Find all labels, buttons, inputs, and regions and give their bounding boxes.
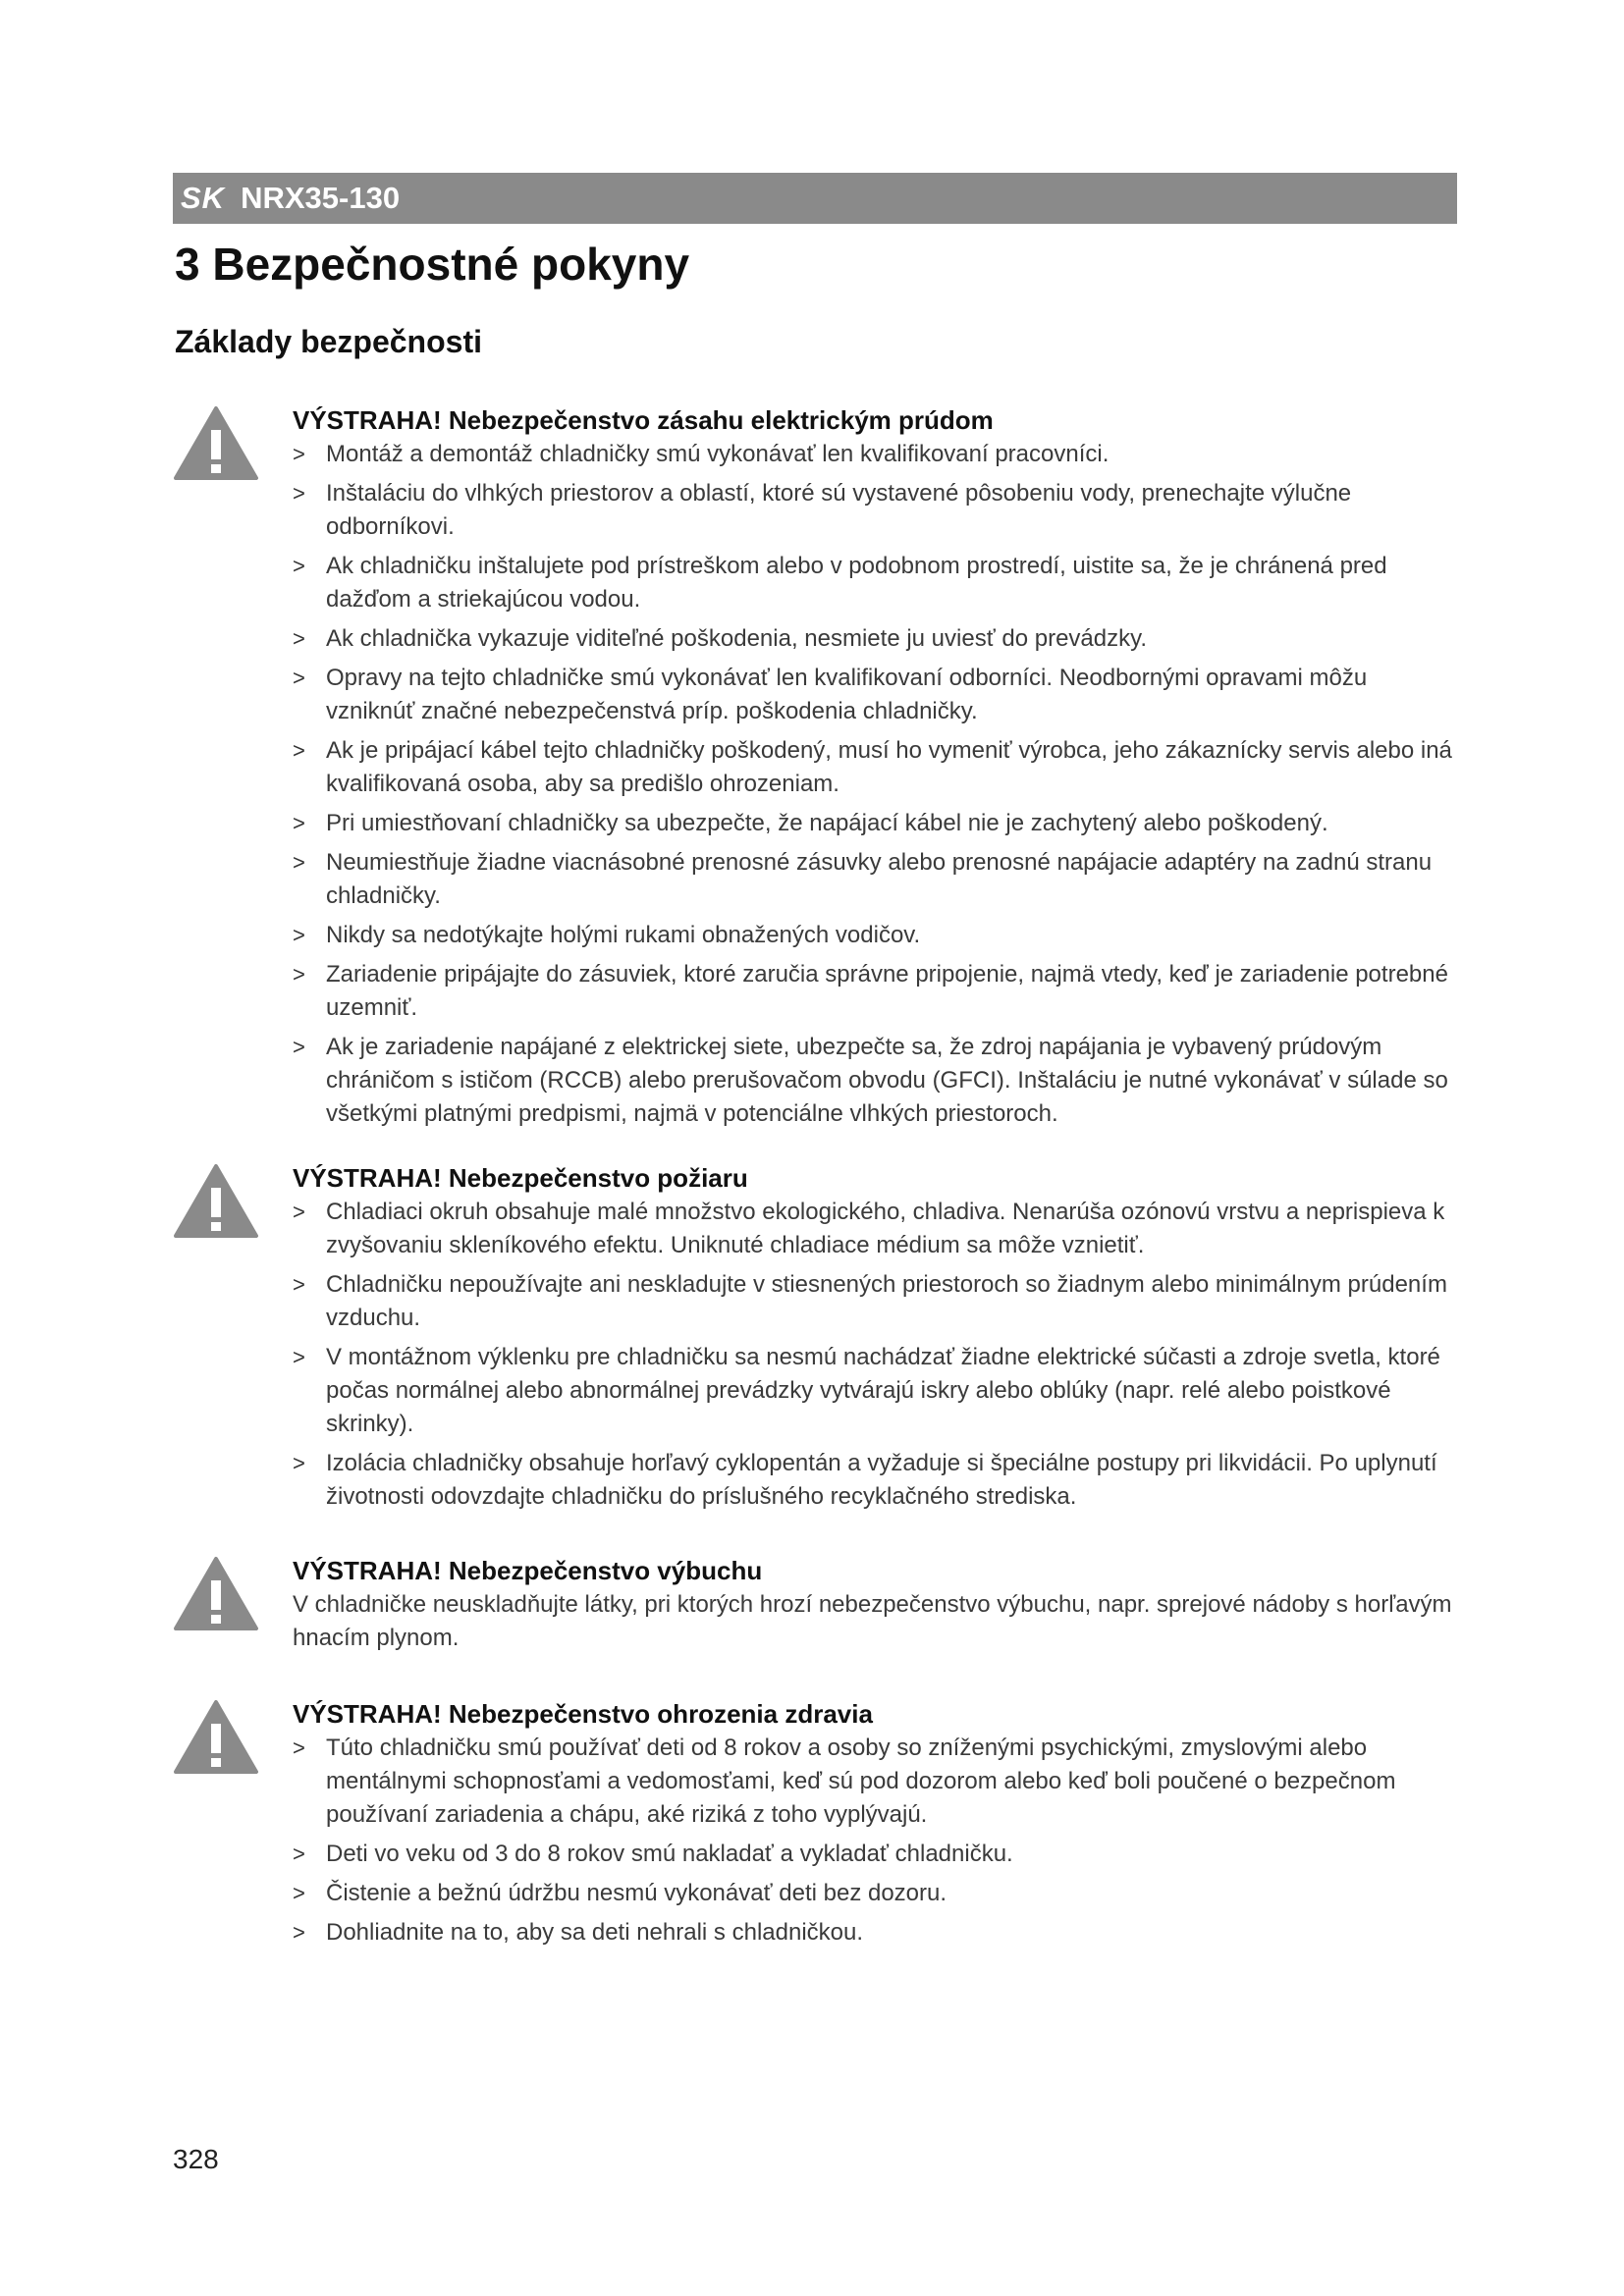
language-code: SK xyxy=(181,181,226,215)
list-item: > Inštaláciu do vlhkých priestorov a oblastí, ktoré sú vystavené pôsobeniu vody, prenechajte výlučne odborníkovi. xyxy=(293,477,1459,544)
list-item: > Túto chladničku smú používať deti od 8 rokov a osoby so zníženými psychickými, zmyslovými alebo mentálnymi schopnosťami a vedomosťami, keď sú pod dozorom alebo keď boli poučené o bezpečnom používaní zariadenia a chápu, aké riziká z toho vyplývajú. xyxy=(293,1732,1459,1832)
list-item: > Nikdy sa nedotýkajte holými rukami obnažených vodičov. xyxy=(293,919,1459,952)
list-item: > Opravy na tejto chladničke smú vykonávať len kvalifikovaní odborníci. Neodbornými opravami môžu vzniknúť značné nebezpečenstvá príp. poškodenia chladničky. xyxy=(293,662,1459,728)
bullet-marker: > xyxy=(293,442,305,466)
list-item: > Ak je zariadenie napájané z elektrickej siete, ubezpečte sa, že zdroj napájania je vybavený prúdovým chráničom s ističom (RCCB) alebo prerušovačom obvodu (GFCI). Inštaláciu je nutné vykonávať v súlade so všetkými platnými predpismi, najmä v potenciálne vlhkých priestoroch. xyxy=(293,1031,1459,1131)
warning-heading: VÝSTRAHA! Nebezpečenstvo ohrozenia zdravia xyxy=(293,1699,873,1729)
warning-text: V chladničke neuskladňujte látky, pri ktorých hrozí nebezpečenstvo výbuchu, napr. sprejové nádoby s horľavým hnacím plynom. xyxy=(293,1591,1452,1651)
list-item: > Ak chladnička vykazuje viditeľné poškodenia, nesmiete ju uviesť do prevádzky. xyxy=(293,622,1459,656)
warning-list xyxy=(293,438,1459,1131)
list-item: > Dohliadnite na to, aby sa deti nehrali s chladničkou. xyxy=(293,1916,1459,1949)
bullet-marker: > xyxy=(293,554,305,578)
bullet-marker: > xyxy=(293,738,305,763)
bullet-marker: > xyxy=(293,481,305,506)
page-number: 328 xyxy=(173,2144,219,2174)
warning-triangle-icon xyxy=(173,1698,259,1775)
list-item: > Montáž a demontáž chladničky smú vykonávať len kvalifikovaní pracovníci. xyxy=(293,438,1459,471)
warning-triangle-icon xyxy=(173,1162,259,1239)
warning-heading: VÝSTRAHA! Nebezpečenstvo požiaru xyxy=(293,1163,748,1193)
list-item: > Čistenie a bežnú údržbu nesmú vykonávať deti bez dozoru. xyxy=(293,1877,1459,1910)
bullet-marker: > xyxy=(293,1735,305,1760)
header-bar xyxy=(173,173,1457,224)
bullet-marker: > xyxy=(293,923,305,947)
bullet-marker: > xyxy=(293,1272,305,1297)
bullet-marker: > xyxy=(293,1035,305,1059)
list-item: > Pri umiestňovaní chladničky sa ubezpečte, že napájací kábel nie je zachytený alebo poškodený. xyxy=(293,807,1459,840)
warning-list xyxy=(293,1732,1459,1949)
bullet-marker: > xyxy=(293,811,305,835)
bullet-marker: > xyxy=(293,962,305,987)
warning-triangle-icon xyxy=(173,1555,259,1631)
page-title: 3 Bezpečnostné pokyny xyxy=(175,239,690,290)
model-number: NRX35-130 xyxy=(241,181,401,215)
list-item: > Neumiestňuje žiadne viacnásobné prenosné zásuvky alebo prenosné napájacie adaptéry na zadnú stranu chladničky. xyxy=(293,846,1459,913)
bullet-marker: > xyxy=(293,850,305,875)
bullet-marker: > xyxy=(293,1200,305,1224)
list-item: > Ak je pripájací kábel tejto chladničky poškodený, musí ho vymeniť výrobca, jeho zákaznícky servis alebo iná kvalifikovaná osoba, aby sa predišlo ohrozeniam. xyxy=(293,734,1459,801)
bullet-marker: > xyxy=(293,666,305,690)
warning-heading: VÝSTRAHA! Nebezpečenstvo zásahu elektrickým prúdom xyxy=(293,405,994,435)
list-item: > Ak chladničku inštalujete pod prístreškom alebo v podobnom prostredí, uistite sa, že je chránená pred dažďom a striekajúcou vodou. xyxy=(293,550,1459,616)
list-item: > V montážnom výklenku pre chladničku sa nesmú nachádzať žiadne elektrické súčasti a zdroje svetla, ktoré počas normálnej alebo abnormálnej prevádzky vytvárajú iskry alebo oblúky (napr. relé alebo poistkové skrinky). xyxy=(293,1341,1459,1441)
list-item: > Deti vo veku od 3 do 8 rokov smú nakladať a vykladať chladničku. xyxy=(293,1838,1459,1871)
section-title: Základy bezpečnosti xyxy=(175,324,482,359)
bullet-marker: > xyxy=(293,1842,305,1866)
bullet-marker: > xyxy=(293,1920,305,1945)
list-item: > Izolácia chladničky obsahuje horľavý cyklopentán a vyžaduje si špeciálne postupy pri likvidácii. Po uplynutí životnosti odovzdajte chladničku do príslušného recyklačného strediska. xyxy=(293,1447,1459,1514)
warning-list xyxy=(293,1196,1459,1514)
bullet-marker: > xyxy=(293,626,305,651)
list-item: > Chladiaci okruh obsahuje malé množstvo ekologického, chladiva. Nenarúša ozónovú vrstvu a neprispieva k zvyšovaniu skleníkového efektu. Uniknuté chladiace médium sa môže vznietiť. xyxy=(293,1196,1459,1262)
warning-heading: VÝSTRAHA! Nebezpečenstvo výbuchu xyxy=(293,1556,763,1585)
bullet-marker: > xyxy=(293,1881,305,1905)
bullet-marker: > xyxy=(293,1451,305,1475)
warning-triangle-icon xyxy=(173,404,259,481)
bullet-marker: > xyxy=(293,1345,305,1369)
list-item: > Chladničku nepoužívajte ani neskladujte v stiesnených priestoroch so žiadnym alebo minimálnym prúdením vzduchu. xyxy=(293,1268,1459,1335)
list-item: > Zariadenie pripájajte do zásuviek, ktoré zaručia správne pripojenie, najmä vtedy, keď je zariadenie potrebné uzemniť. xyxy=(293,958,1459,1025)
